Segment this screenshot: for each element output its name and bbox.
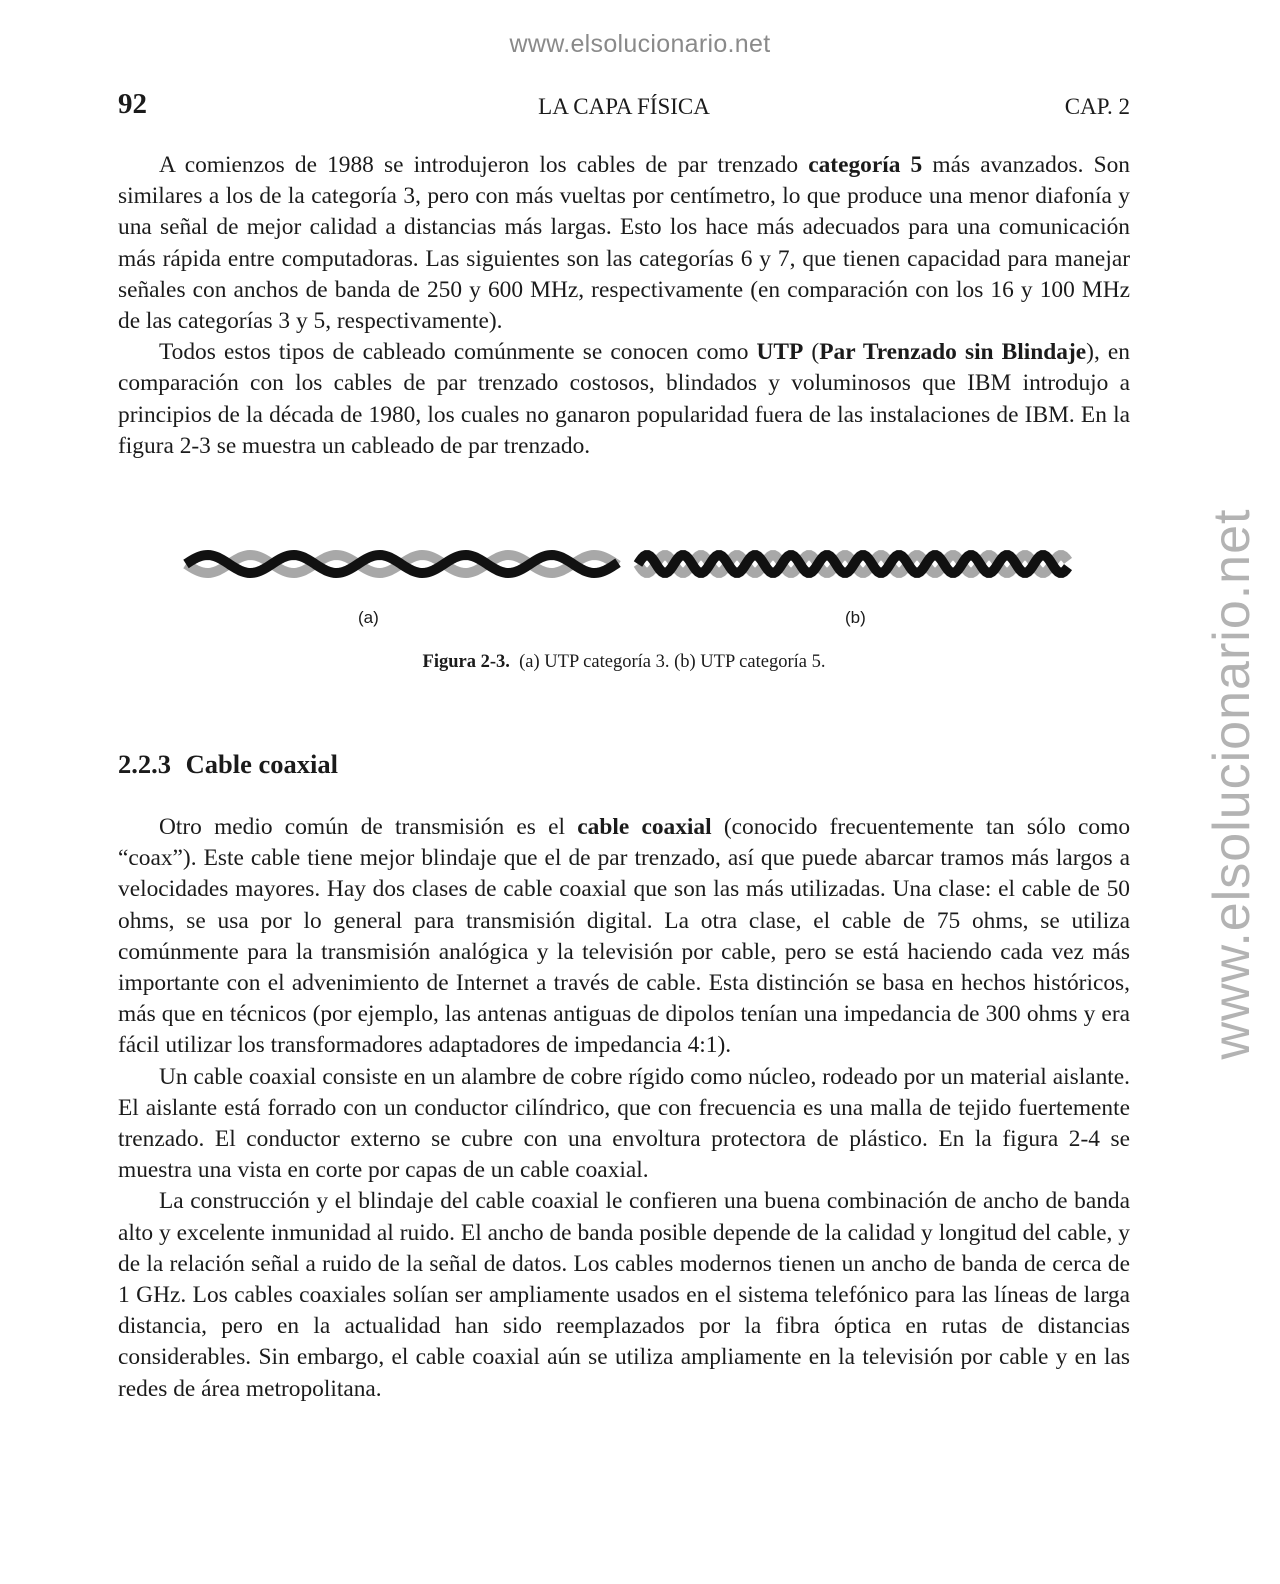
figure-2-3 — [118, 534, 1130, 684]
watermark-url-side: www.elsolucionario.net — [1203, 508, 1261, 1060]
figure-caption: Figura 2-3. (a) UTP categoría 3. (b) UTP categoría 5. — [422, 652, 826, 672]
figure-label-b: (b) — [845, 608, 866, 627]
paragraph-coaxial-structure: Un cable coaxial consiste en un alambre de cobre rígido como núcleo, rodeado por un material aislante. El aislante está forrado con un conductor cilíndrico, que con frecuencia es una malla de tejido fuertemente trenzado. El conductor externo se cubre con una envoltura protectora de plástico. En la figura 2-4 se muestra una vista en corte por capas de un cable coaxial. — [118, 1063, 1130, 1184]
body-text-bottom — [118, 812, 1130, 1405]
running-head — [118, 88, 1130, 128]
twisted-pair-illustration — [118, 534, 1130, 594]
section-title: Cable coaxial — [185, 749, 338, 779]
paragraph-utp: Todos estos tipos de cableado comúnmente se conocen como UTP (Par Trenzado sin Blindaje), en comparación con los cables de par trenzado costosos, blindados y voluminosos que IBM introdujo a principios de la década de 1980, los cuales no ganaron popularidad fuera de las instalaciones de IBM. En la figura 2-3 se muestra un cableado de par trenzado. — [118, 339, 1130, 459]
paragraph-coaxial-intro: Otro medio común de transmisión es el cable coaxial (conocido frecuentemente tan sólo como “coax”). Este cable tiene mejor blindaje que el de par trenzado, así que puede abarcar tramos más largos a velocidades mayores. Hay dos clases de cable coaxial que son las más utilizadas. Una clase: el cable de 50 ohms, se usa por lo general para transmisión digital. La otra clase, el cable de 75 ohms, se utiliza comúnmente para la transmisión analógica y la televisión por cable, pero se está haciendo cada vez más importante con el advenimiento de Internet a través de cable. Esta distinción se basa en hechos históricos, más que en técnicos (por ejemplo, las antenas antiguas de dipolos tenían una impedancia de 300 ohms y era fácil utilizar los transformadores adaptadores de impedancia 4:1). — [118, 814, 1131, 1059]
chapter-title: LA CAPA FÍSICA — [538, 94, 710, 119]
paragraph-category5: A comienzos de 1988 se introdujeron los cables de par trenzado categoría 5 más avanzados. Son similares a los de la categoría 3, pero con más vueltas por centímetro, lo que produce una menor diafonía y una señal de mejor calidad a distancias más largas. Esto los hace más adecuados para una comunicación más rápida entre computadoras. Las siguientes son las categorías 6 y 7, que tienen capacidad para manejar señales con anchos de banda de 250 y 600 MHz, respectivamente (en comparación con los 16 y 100 MHz de las categorías 3 y 5, respectivamente). — [118, 152, 1130, 335]
figure-label-a: (a) — [358, 608, 379, 627]
page-number: 92 — [118, 88, 147, 120]
utp-category-5-cable — [638, 555, 1068, 573]
paragraph-coaxial-bandwidth: La construcción y el blindaje del cable coaxial le confieren una buena combinación de ancho de banda alto y excelente inmunidad al ruido. El ancho de banda posible depende de la calidad y longitud del cable, y de la relación señal a ruido de la señal de datos. Los cables modernos tienen un ancho de banda de cerca de 1 GHz. Los cables coaxiales solían ser ampliamente usados en el sistema telefónico para las líneas de larga distancia, pero en la actualidad han sido reemplazados por la fibra óptica en rutas de distancias considerables. Sin embargo, el cable coaxial aún se utiliza ampliamente en la televisión por cable y en las redes de área metropolitana. — [118, 1188, 1130, 1402]
chapter-number: CAP. 2 — [1064, 94, 1130, 119]
section-heading — [118, 749, 338, 780]
section-number: 2.2.3 — [118, 749, 171, 779]
watermark-url-top: www.elsolucionario.net — [509, 30, 771, 58]
utp-category-3-cable — [186, 555, 618, 573]
body-text-top — [118, 150, 1130, 462]
